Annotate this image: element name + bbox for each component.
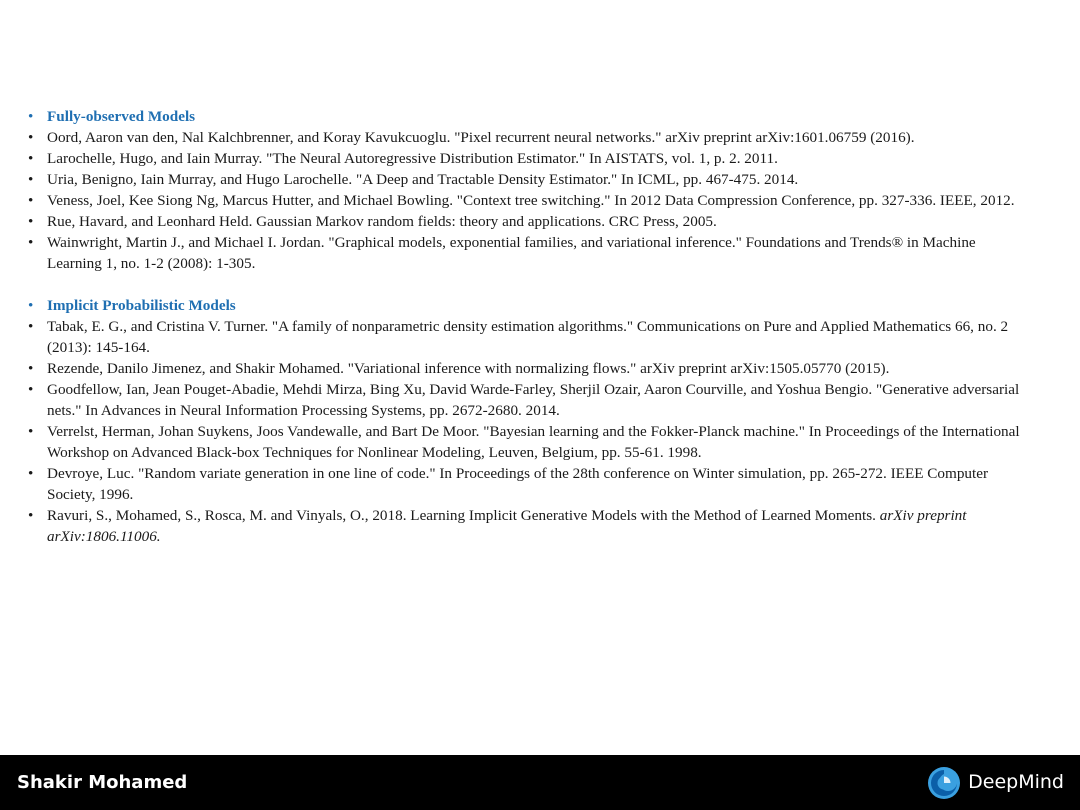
- footer-bar: [0, 755, 1080, 810]
- reference-text: Veness, Joel, Kee Siong Ng, Marcus Hutter, and Michael Bowling. "Context tree switching." In 2012 Data Compression Conference, pp. 327-336. IEEE, 2012.: [47, 192, 1015, 209]
- reference-item: [28, 358, 1028, 379]
- bullet-icon: •: [28, 150, 34, 167]
- bullet-icon: •: [28, 108, 34, 125]
- bullet-icon: •: [28, 297, 34, 314]
- bullet-icon: •: [28, 507, 34, 524]
- reference-text: Larochelle, Hugo, and Iain Murray. "The Neural Autoregressive Distribution Estimator." In AISTATS, vol. 1, p. 2. 2011.: [47, 150, 778, 167]
- reference-text: Verrelst, Herman, Johan Suykens, Joos Vandewalle, and Bart De Moor. "Bayesian learning and the Fokker-Planck machine." In Proceedings of the International Workshop on Advanced Black-box Techniques for Nonlinear Modeling, Leuven, Belgium, pp. 55-61. 1998.: [47, 423, 1020, 461]
- reference-text: Rue, Havard, and Leonhard Held. Gaussian Markov random fields: theory and applications. CRC Press, 2005.: [47, 213, 717, 230]
- author-name: Shakir Mohamed: [17, 772, 188, 793]
- reference-text: Wainwright, Martin J., and Michael I. Jordan. "Graphical models, exponential families, and variational inference." Foundations and Trends® in Machine Learning 1, no. 1-2 (2008): 1-305.: [47, 234, 976, 272]
- reference-text: Uria, Benigno, Iain Murray, and Hugo Larochelle. "A Deep and Tractable Density Estimator." In ICML, pp. 467-475. 2014.: [47, 171, 799, 188]
- reference-item: [28, 232, 1028, 274]
- reference-text: Ravuri, S., Mohamed, S., Rosca, M. and Vinyals, O., 2018. Learning Implicit Generative Models with the Method of Learned Moments.: [47, 507, 880, 524]
- brand: [927, 755, 1064, 810]
- bullet-icon: •: [28, 129, 34, 146]
- reference-text: Tabak, E. G., and Cristina V. Turner. "A family of nonparametric density estimation algorithms." Communications on Pure and Applied Mathematics 66, no. 2 (2013): 145-164.: [47, 318, 1009, 356]
- bullet-icon: •: [28, 360, 34, 377]
- bullet-icon: •: [28, 381, 34, 398]
- reference-item: [28, 190, 1028, 211]
- bullet-icon: •: [28, 213, 34, 230]
- reference-item: [28, 169, 1028, 190]
- bullet-icon: •: [28, 192, 34, 209]
- reference-item: [28, 148, 1028, 169]
- reference-text: Devroye, Luc. "Random variate generation in one line of code." In Proceedings of the 28th conference on Winter simulation, pp. 265-272. IEEE Computer Society, 1996.: [47, 465, 989, 503]
- bullet-icon: •: [28, 465, 34, 482]
- section-heading-text: Implicit Probabilistic Models: [47, 297, 236, 314]
- reference-item: [28, 379, 1028, 421]
- reference-item: [28, 316, 1028, 358]
- bullet-icon: •: [28, 234, 34, 251]
- reference-text: Goodfellow, Ian, Jean Pouget-Abadie, Mehdi Mirza, Bing Xu, David Warde-Farley, Sherjil Ozair, Aaron Courville, and Yoshua Bengio. "Generative adversarial nets." In Advances in Neural Information Processing Systems, pp. 2672-2680. 2014.: [47, 381, 1020, 419]
- section-heading: [28, 295, 1028, 316]
- section-heading-text: Fully-observed Models: [47, 108, 196, 125]
- reference-item: [28, 505, 1028, 547]
- bullet-icon: •: [28, 423, 34, 440]
- reference-item: [28, 421, 1028, 463]
- brand-name: DeepMind: [968, 771, 1064, 793]
- reference-item: [28, 463, 1028, 505]
- bullet-icon: •: [28, 171, 34, 188]
- bullet-icon: •: [28, 318, 34, 335]
- reference-italic-text: arXiv preprint arXiv:1806.11006.: [47, 507, 967, 545]
- reference-item: [28, 211, 1028, 232]
- reference-text: Rezende, Danilo Jimenez, and Shakir Mohamed. "Variational inference with normalizing flows." arXiv preprint arXiv:1505.05770 (2015).: [47, 360, 890, 377]
- reference-item: [28, 127, 1028, 148]
- reference-list: [28, 106, 1028, 547]
- section-heading: [28, 106, 1028, 127]
- deepmind-logo-icon: [927, 766, 961, 800]
- reference-text: Oord, Aaron van den, Nal Kalchbrenner, and Koray Kavukcuoglu. "Pixel recurrent neural networks." arXiv preprint arXiv:1601.06759 (2016).: [47, 129, 915, 146]
